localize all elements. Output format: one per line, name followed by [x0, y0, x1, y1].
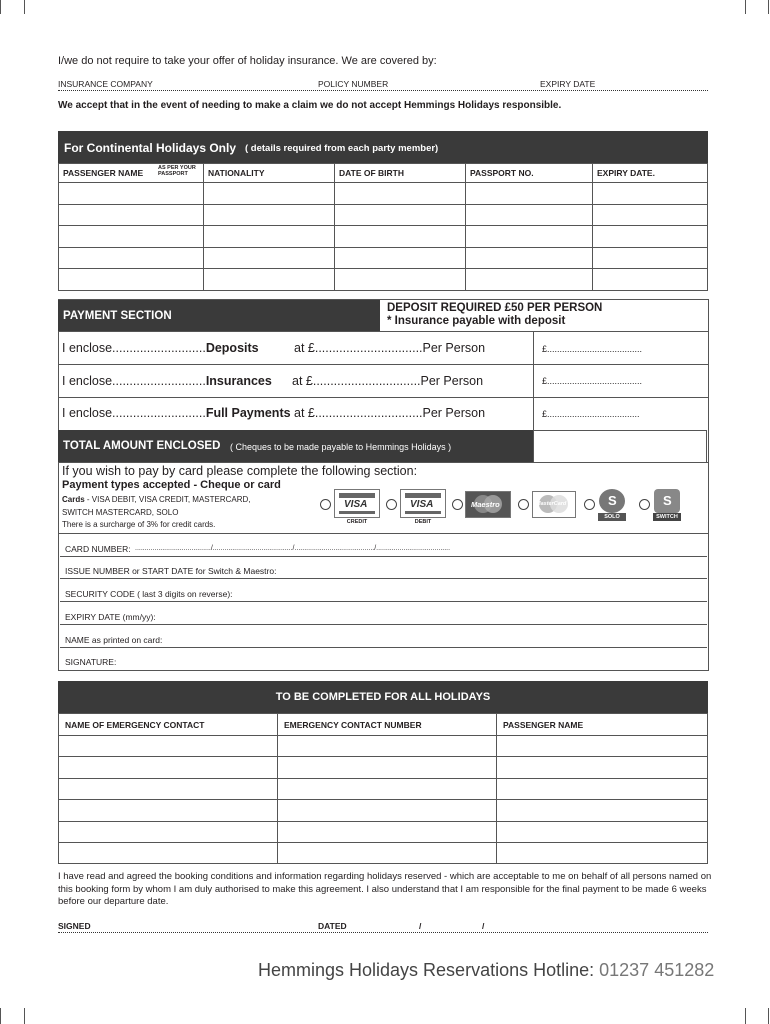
divider [58, 364, 708, 365]
table-header-row [59, 714, 708, 736]
insurance-company-label: INSURANCE COMPANY [58, 79, 153, 89]
table-cell[interactable] [59, 269, 204, 291]
header-emergency-contact-name: NAME OF EMERGENCY CONTACT [59, 714, 278, 736]
continental-header-bar [58, 131, 708, 163]
table-cell[interactable] [204, 226, 335, 248]
per-person-rate[interactable]: at £...............................Per Person [292, 374, 484, 388]
divider [58, 462, 708, 463]
payment-item-label: Deposits [205, 341, 259, 355]
signature-date-line[interactable] [58, 932, 708, 933]
total-amount-label: TOTAL AMOUNT ENCLOSED [63, 440, 221, 452]
table-row [59, 800, 708, 822]
date-separator: / [482, 921, 485, 931]
table-cell[interactable] [335, 205, 466, 226]
date-separator: / [419, 921, 422, 931]
table-cell[interactable] [59, 205, 204, 226]
table-cell[interactable] [466, 248, 593, 269]
payment-item-label: Insurances [205, 374, 272, 388]
card-expiry-field[interactable] [60, 603, 707, 625]
signature-field[interactable] [60, 648, 707, 670]
table-cell[interactable] [466, 269, 593, 291]
header-passenger-name: PASSENGER NAME [497, 714, 708, 736]
visa-wordmark: VISA [410, 499, 434, 510]
header-nationality: NATIONALITY [204, 164, 335, 183]
card-stripe [405, 511, 441, 514]
card-number-dots: ......................................./........................................./........................................./...................................... [135, 545, 451, 552]
table-cell[interactable] [466, 226, 593, 248]
table-row [59, 736, 708, 757]
payment-amount[interactable]: £...................................... [542, 376, 643, 386]
table-cell[interactable] [278, 736, 497, 757]
table-cell[interactable] [335, 226, 466, 248]
table-cell[interactable] [593, 205, 708, 226]
security-code-label: SECURITY CODE ( last 3 digits on reverse): [65, 589, 233, 599]
card-caption: DEBIT [414, 519, 432, 525]
table-cell[interactable] [59, 248, 204, 269]
maestro-logo [465, 491, 511, 518]
visa-credit-radio[interactable] [320, 499, 331, 510]
card-number-label: CARD NUMBER: [65, 544, 131, 554]
crop-mark [745, 0, 746, 14]
header-expiry-date: EXPIRY DATE. [593, 164, 708, 183]
table-cell[interactable] [593, 248, 708, 269]
table-cell[interactable] [335, 248, 466, 269]
passport-note-1: AS PER YOUR [158, 165, 196, 171]
table-cell[interactable] [204, 269, 335, 291]
table-row [59, 822, 708, 843]
table-cell[interactable] [59, 736, 278, 757]
hotline [258, 960, 714, 981]
agreement-text: I have read and agreed the booking conditions and information regarding holidays reserved - which are acceptable to me on behalf of all persons named on this booking form by whom I am duly authorised to make this agreement. I also understand that I am responsible for the final payment to be made 6 weeks before our departure date. [58, 871, 712, 907]
emergency-contact-table [58, 713, 708, 864]
table-cell[interactable] [278, 822, 497, 843]
table-cell[interactable] [497, 736, 708, 757]
hotline-label: Hemmings Holidays Reservations Hotline: [258, 960, 595, 980]
visa-debit-radio[interactable] [386, 499, 397, 510]
table-cell[interactable] [497, 800, 708, 822]
crop-mark [768, 0, 769, 14]
card-name-label: NAME as printed on card: [65, 635, 163, 645]
crop-mark [0, 1008, 1, 1024]
payment-title: PAYMENT SECTION [63, 310, 172, 322]
table-cell[interactable] [204, 183, 335, 205]
divider [58, 533, 708, 534]
card-intro: If you wish to pay by card please complete the following section: [62, 464, 418, 478]
crop-mark [0, 0, 1, 14]
insurance-entry-line[interactable] [58, 90, 708, 91]
solo-radio[interactable] [584, 499, 595, 510]
card-expiry-label: EXPIRY DATE (mm/yy): [65, 612, 156, 622]
table-cell[interactable] [204, 248, 335, 269]
payment-item-label: Full Payments [205, 406, 291, 420]
solo-s-icon: S [608, 493, 617, 508]
per-person-rate[interactable]: at £...............................Per Person [294, 406, 486, 420]
table-cell[interactable] [466, 205, 593, 226]
card-stripe [339, 511, 375, 514]
total-amount-bar [58, 430, 534, 462]
cards-list-line-2: SWITCH MASTERCARD, SOLO [62, 507, 179, 517]
table-header-row [59, 164, 708, 183]
payment-header-bar [58, 300, 380, 332]
table-row [59, 757, 708, 779]
solo-logo [598, 489, 626, 521]
passport-note-2: PASSPORT [158, 171, 188, 177]
crop-mark [24, 1008, 25, 1024]
table-cell[interactable] [59, 226, 204, 248]
table-cell[interactable] [278, 843, 497, 864]
insurance-payable-note: * Insurance payable with deposit [387, 315, 566, 327]
issue-number-label: ISSUE NUMBER or START DATE for Switch & Maestro: [65, 566, 277, 576]
switch-s-icon: S [663, 493, 672, 508]
table-cell[interactable] [497, 757, 708, 779]
visa-debit-logo [400, 489, 446, 518]
payment-row-deposits [62, 341, 259, 355]
table-cell[interactable] [335, 269, 466, 291]
table-row [59, 843, 708, 864]
cards-list: - VISA DEBIT, VISA CREDIT, MASTERCARD, [84, 495, 251, 504]
signed-label: SIGNED [58, 921, 91, 931]
hotline-number[interactable]: 01237 451282 [594, 960, 715, 980]
card-stripe [405, 493, 441, 498]
table-cell[interactable] [593, 183, 708, 205]
signature-label: SIGNATURE: [65, 657, 117, 667]
table-cell[interactable] [59, 822, 278, 843]
mastercard-logo [532, 491, 576, 518]
deposit-required: DEPOSIT REQUIRED £50 PER PERSON [387, 302, 603, 314]
table-cell[interactable] [335, 183, 466, 205]
switch-logo [653, 489, 681, 521]
table-cell[interactable] [59, 779, 278, 800]
payment-row-insurances [62, 374, 272, 388]
table-cell[interactable] [59, 183, 204, 205]
enclose-prefix: I enclose........................... [62, 406, 206, 420]
total-amount-box[interactable] [533, 430, 707, 463]
visa-wordmark: VISA [344, 499, 368, 510]
divider [58, 331, 708, 332]
maestro-radio[interactable] [452, 499, 463, 510]
table-row [59, 205, 708, 226]
security-code-field[interactable] [60, 580, 707, 602]
deposit-info [387, 302, 602, 328]
payment-amount[interactable]: £...................................... [542, 344, 643, 354]
mastercard-radio[interactable] [518, 499, 529, 510]
cheque-payable-note: ( Cheques to be made payable to Hemmings Holidays ) [230, 442, 452, 452]
header-text: PASSENGER NAME [63, 168, 144, 178]
passport-note [158, 165, 196, 177]
cards-label: Cards [62, 495, 85, 504]
table-row [59, 226, 708, 248]
insurance-statement: I/we do not require to take your offer of holiday insurance. We are covered by: [58, 55, 437, 67]
solo-caption: SOLO [598, 513, 626, 521]
dated-label: DATED [318, 921, 347, 931]
insurance-accept-text: We accept that in the event of needing to make a claim we do not accept Hemmings Holidays responsible. [58, 100, 562, 111]
table-row [59, 248, 708, 269]
all-holidays-header-bar [58, 681, 708, 713]
expiry-date-label: EXPIRY DATE [540, 79, 596, 89]
table-cell[interactable] [204, 205, 335, 226]
issue-number-field[interactable] [60, 557, 707, 579]
all-holidays-title: TO BE COMPLETED FOR ALL HOLIDAYS [275, 691, 491, 703]
enclose-prefix: I enclose........................... [62, 341, 206, 355]
table-cell[interactable] [59, 800, 278, 822]
header-emergency-contact-number: EMERGENCY CONTACT NUMBER [278, 714, 497, 736]
table-cell[interactable] [593, 269, 708, 291]
table-cell[interactable] [59, 843, 278, 864]
visa-credit-logo [334, 489, 380, 518]
continental-subtitle: ( details required from each party member) [245, 143, 439, 154]
divider [58, 397, 708, 398]
table-cell[interactable] [278, 800, 497, 822]
per-person-rate[interactable]: at £...............................Per Person [294, 341, 486, 355]
crop-mark [768, 1008, 769, 1024]
surcharge-note: There is a surcharge of 3% for credit cards. [62, 520, 216, 529]
switch-caption: SWITCH [653, 513, 681, 521]
card-caption: CREDIT [346, 519, 368, 525]
policy-number-label: POLICY NUMBER [318, 79, 389, 89]
mastercard-wordmark: MasterCard [536, 501, 567, 507]
table-cell[interactable] [278, 757, 497, 779]
crop-mark [745, 1008, 746, 1024]
card-number-field[interactable] [60, 535, 707, 557]
header-date-of-birth: DATE OF BIRTH [335, 164, 466, 183]
payment-row-full-payments [62, 406, 291, 420]
table-cell[interactable] [593, 226, 708, 248]
continental-title: For Continental Holidays Only [64, 141, 237, 155]
header-passport-no: PASSPORT NO. [466, 164, 593, 183]
maestro-wordmark: Maestro [471, 500, 500, 509]
table-cell[interactable] [278, 779, 497, 800]
switch-radio[interactable] [639, 499, 650, 510]
card-stripe [339, 493, 375, 498]
table-cell[interactable] [497, 779, 708, 800]
table-row [59, 779, 708, 800]
cards-list-line-1 [62, 494, 251, 507]
cards-accepted [62, 494, 251, 532]
enclose-prefix: I enclose........................... [62, 374, 206, 388]
table-row [59, 269, 708, 291]
card-name-field[interactable] [60, 626, 707, 648]
table-cell[interactable] [497, 843, 708, 864]
payment-types-title: Payment types accepted - Cheque or card [62, 479, 281, 491]
payment-amount[interactable]: £..................................... [542, 409, 640, 419]
table-cell[interactable] [466, 183, 593, 205]
header-passenger-name [59, 164, 204, 183]
table-row [59, 183, 708, 205]
table-cell[interactable] [497, 822, 708, 843]
table-cell[interactable] [59, 757, 278, 779]
crop-mark [24, 0, 25, 14]
continental-table [58, 163, 708, 291]
